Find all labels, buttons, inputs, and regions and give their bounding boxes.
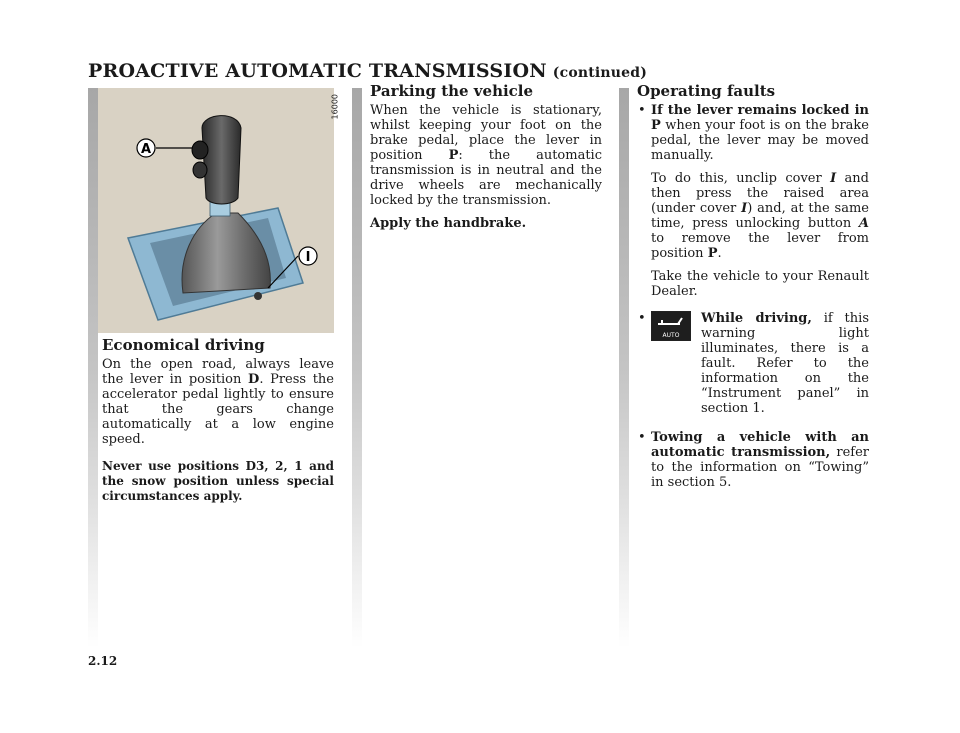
operating-faults-section: [637, 84, 869, 498]
callout-a: A: [140, 142, 152, 157]
economical-driving-section: [102, 338, 334, 512]
page-number: 2.12: [88, 654, 118, 668]
economical-paragraph: On the open road, always leave the lever in position D. Press the accelerator pedal lightly to ensure that the gears change automatically at a low engine speed.: [102, 357, 335, 447]
title-continued: (continued): [552, 65, 648, 81]
gear-lever-illustration: [98, 88, 339, 333]
parking-heading: Parking the vehicle: [370, 82, 534, 100]
auto-warning-icon: [651, 311, 691, 341]
page-title: PROACTIVE AUTOMATIC TRANSMISSION (continued): [88, 60, 648, 82]
figure-code: 16000: [330, 94, 339, 120]
faults-heading: Operating faults: [637, 82, 776, 100]
parking-handbrake: Apply the handbrake.: [370, 216, 527, 231]
parking-section: [370, 84, 602, 239]
parking-paragraph: When the vehicle is stationary, whilst keeping your foot on the brake pedal, place the lever in position P: the automatic transmission is in neutral and the drive wheels are mechanically locked by the transmission.: [370, 103, 602, 208]
fault-item-towing: • Towing a vehicle with an automatic transmission, refer to the information on “Towing” in section 5.: [638, 430, 869, 490]
gear-lever-drawing: [98, 88, 334, 333]
column-bar-left: [88, 88, 98, 648]
economical-warning: Never use positions D3, 2, 1 and the snow position unless special circumstances apply.: [102, 459, 334, 503]
column-bar-right: [619, 88, 629, 648]
callout-i: I: [305, 250, 311, 265]
column-bar-middle: [352, 88, 362, 648]
fault-item-locked-lever: • If the lever remains locked in P when your foot is on the brake pedal, the lever may be moved manually. To do this, unclip cover I and then press the raised area (under cover I) and, at the same time, press unlocking button A to remove the lever from position P. Take the vehicle to your Renault Dealer.: [638, 103, 869, 299]
svg-text:AUTO: AUTO: [662, 332, 680, 339]
economical-heading: Economical driving: [102, 336, 265, 354]
fault-item-warning-light: • AUTO While driving, if this warning light illuminates, there is a fault. Refer to the information on the “Instrument panel” in section 1.: [638, 311, 869, 416]
